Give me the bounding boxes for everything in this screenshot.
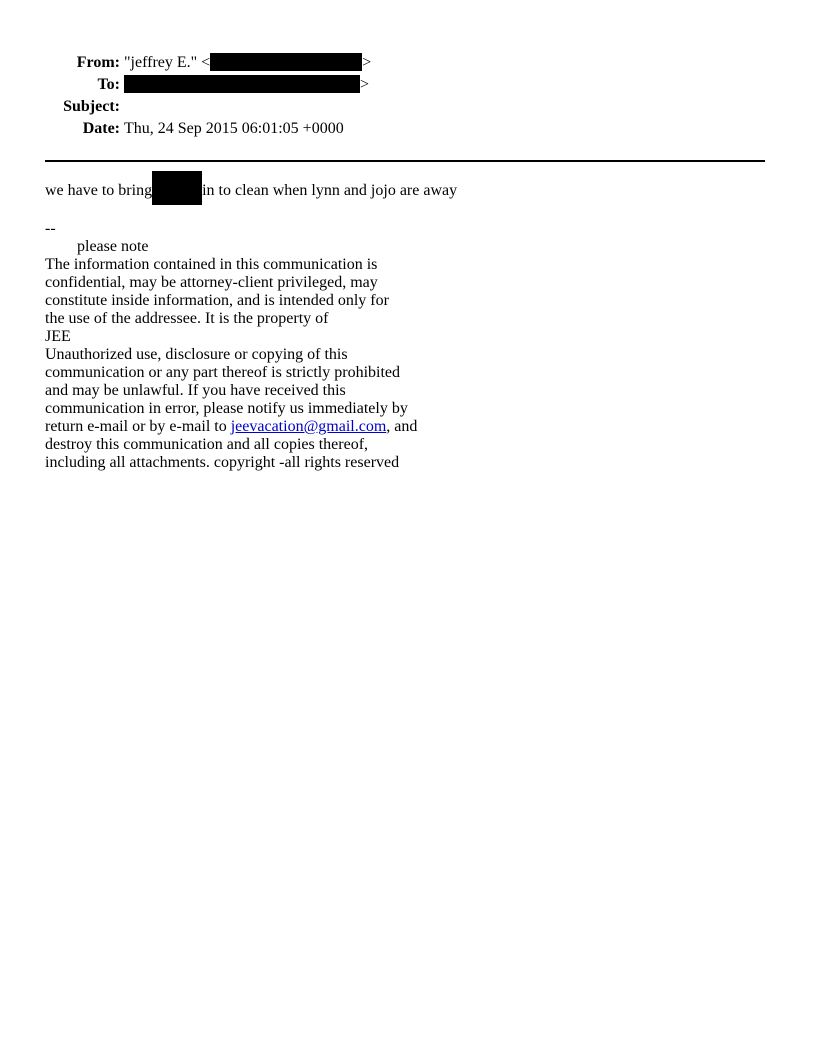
disclaimer-line: Unauthorized use, disclosure or copying of this <box>45 346 348 363</box>
message-text-after: in to clean when lynn and jojo are away <box>202 182 458 199</box>
message-line <box>45 174 765 208</box>
date-row <box>0 118 816 140</box>
disclaimer-line: and may be unlawful. If you have received this <box>45 382 346 399</box>
disclaimer-line: The information contained in this communication is <box>45 256 378 273</box>
subject-label: Subject: <box>63 98 120 115</box>
return-text: return e-mail or by e-mail to <box>45 418 231 435</box>
header-divider <box>45 160 765 162</box>
message-text-before: we have to bring <box>45 182 153 199</box>
from-row <box>0 52 816 74</box>
to-value <box>124 74 369 96</box>
date-label: Date: <box>82 120 120 137</box>
from-value <box>124 52 371 74</box>
disclaimer <box>45 256 765 472</box>
redaction-block <box>124 75 360 93</box>
redaction-block <box>210 53 362 71</box>
date-value: Thu, 24 Sep 2015 06:01:05 +0000 <box>124 120 344 137</box>
disclaimer-line: communication in error, please notify us immediately by <box>45 400 408 417</box>
disclaimer-line: destroy this communication and all copies thereof, <box>45 436 369 453</box>
email-link[interactable]: jeevacation@gmail.com <box>230 418 387 435</box>
redaction-block <box>152 171 202 205</box>
from-name: "jeffrey E." < <box>124 54 211 71</box>
disclaimer-line-email <box>45 418 765 436</box>
from-label: From: <box>76 54 120 71</box>
signature-separator: -- <box>45 220 56 237</box>
please-note: please note <box>77 238 149 255</box>
subject-row <box>0 96 816 118</box>
return-after: , and <box>386 418 418 435</box>
disclaimer-line: confidential, may be attorney-client privileged, may <box>45 274 378 291</box>
disclaimer-line: including all attachments. copyright -all rights reserved <box>45 454 400 471</box>
to-row <box>0 74 816 96</box>
disclaimer-line: communication or any part thereof is strictly prohibited <box>45 364 401 381</box>
disclaimer-line: the use of the addressee. It is the property of <box>45 310 329 327</box>
disclaimer-line: JEE <box>45 328 71 345</box>
email-header <box>0 52 816 140</box>
to-label: To: <box>97 76 120 93</box>
disclaimer-line: constitute inside information, and is intended only for <box>45 292 389 309</box>
email-body <box>45 174 765 472</box>
to-close: > <box>360 76 370 93</box>
from-close: > <box>362 54 372 71</box>
